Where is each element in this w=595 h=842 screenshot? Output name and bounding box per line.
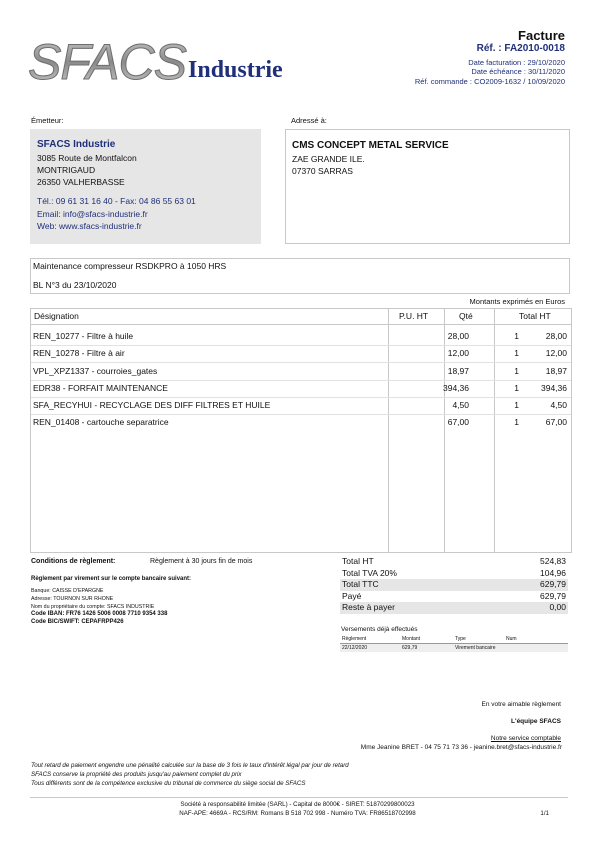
- addressee-label: Adressé à:: [291, 116, 327, 125]
- addressee-box: [285, 129, 570, 244]
- header-divider: [31, 324, 571, 325]
- table-row: [31, 379, 571, 397]
- table-row: [31, 413, 571, 431]
- header-qty: Qté: [459, 311, 473, 321]
- row-unit-price: 28,00: [447, 331, 469, 341]
- due-date: Date échéance : 30/11/2020: [471, 67, 565, 76]
- total-ht-row: [340, 556, 568, 568]
- company-registration-info: NAF-APE: 4669A - RCS/RM: Romans B 518 702 998 - Numéro TVA: FR86518702998: [179, 810, 416, 817]
- paid-row: [340, 591, 568, 603]
- total-value: 629,79: [540, 579, 566, 589]
- payments-header: [340, 636, 568, 644]
- row-total: 394,36: [541, 383, 567, 393]
- legal-notice: Tout retard de paiement engendre une pénalité calculée sur la base de 3 fois le taux d'intérêt légal par jour de retard: [31, 762, 349, 769]
- row-designation: SFA_RECYHUI - RECYCLAGE DES DIFF FILTRES ET HUILE: [33, 400, 271, 410]
- payments-header-cell: Règlement: [342, 636, 367, 642]
- issuer-email[interactable]: Email: info@sfacs-industrie.fr: [37, 209, 148, 219]
- payment-date: 22/12/2020: [342, 645, 368, 651]
- bank-owner: Nom du propriétaire du compte: SFACS INDUSTRIE: [31, 604, 155, 610]
- issuer-phone-fax: Tél.: 09 61 31 16 40 - Fax: 04 86 55 63 01: [37, 196, 196, 206]
- table-row: [31, 344, 571, 362]
- payment-amount: 629,79: [402, 645, 418, 651]
- delivery-note: BL N°3 du 23/10/2020: [33, 280, 117, 290]
- accounting-service: Notre service comptable: [490, 735, 561, 742]
- order-reference: Réf. commande : CO2009-1632 / 10/09/2020: [414, 77, 565, 86]
- company-legal-info: Société à responsabilité limitée (SARL) - Capital de 8000€ - SIRET: 51870299800023: [180, 801, 415, 808]
- team-signature: L'équipe SFACS: [511, 718, 561, 725]
- company-logo: [28, 34, 318, 94]
- payments-table: [340, 636, 568, 652]
- total-value: 104,96: [540, 567, 566, 578]
- bank-name: Banque: CAISSE D'EPARGNE: [31, 588, 104, 594]
- bank-address: Adresse: TOURNON SUR RHONE: [31, 596, 114, 602]
- logo-graphic: [28, 34, 318, 94]
- row-qty: 1: [514, 417, 519, 427]
- row-total: 4,50: [550, 400, 567, 410]
- row-designation: REN_01408 - cartouche separatrice: [33, 417, 169, 427]
- legal-notice: SFACS conserve la propriété des produits jusqu'au paiement complet du prix: [31, 771, 242, 778]
- row-unit-price: 4,50: [452, 400, 469, 410]
- issuer-address-line: 26350 VALHERBASSE: [37, 177, 125, 187]
- total-label: Total TVA 20%: [342, 567, 397, 578]
- issuer-address-line: MONTRIGAUD: [37, 165, 96, 175]
- payments-header-cell: Montant: [402, 636, 421, 642]
- payments-title: Versements déjà effectués: [341, 626, 418, 633]
- page-number: 1/1: [540, 810, 549, 817]
- accounting-contact: Mme Jeanine BRET - 04 75 71 73 36 - jeanine.bret@sfacs-industrie.fr: [360, 744, 562, 751]
- invoice-lines-table: [30, 308, 572, 553]
- svg-text:SFACS: SFACS: [28, 34, 186, 90]
- bank-transfer-title: Règlement par virement sur le compte bancaire suivant:: [31, 576, 192, 582]
- row-designation: REN_10278 - Filtre à air: [33, 348, 125, 358]
- total-ttc-row: [340, 579, 568, 591]
- payment-conditions-value: Règlement à 30 jours fin de mois: [150, 558, 253, 565]
- total-vat-row: [340, 568, 568, 580]
- row-designation: REN_10277 - Filtre à huile: [33, 331, 134, 341]
- svg-text:Industrie: Industrie: [188, 57, 283, 83]
- row-qty: 1: [514, 400, 519, 410]
- row-total: 67,00: [545, 417, 567, 427]
- issuer-website[interactable]: Web: www.sfacs-industrie.fr: [37, 221, 142, 231]
- issuer-name: SFACS Industrie: [37, 139, 116, 150]
- total-label: Total HT: [342, 556, 374, 566]
- header-unit-price: P.U. HT: [399, 311, 429, 321]
- invoice-date: Date facturation : 29/10/2020: [468, 58, 565, 67]
- total-value: 629,79: [540, 590, 566, 601]
- total-label: Payé: [342, 590, 362, 601]
- header-designation: Désignation: [34, 311, 79, 321]
- row-total: 12,00: [545, 348, 567, 358]
- row-unit-price: 394,36: [443, 383, 469, 393]
- total-value: 0,00: [549, 602, 566, 612]
- row-total: 18,97: [545, 366, 567, 376]
- row-qty: 1: [514, 383, 519, 393]
- row-qty: 1: [514, 331, 519, 341]
- row-total: 28,00: [545, 331, 567, 341]
- total-label: Total TTC: [342, 579, 379, 589]
- header-total: Total HT: [519, 311, 551, 321]
- row-unit-price: 18,97: [447, 366, 469, 376]
- issuer-label: Émetteur:: [31, 116, 64, 125]
- row-qty: 1: [514, 366, 519, 376]
- table-row: [31, 327, 571, 345]
- bank-bic: Code BIC/SWIFT: CEPAFRPP426: [31, 619, 124, 625]
- legal-notice: Tous différents sont de la compétence exclusive du tribunal de commerce du siège social de SFACS: [31, 780, 306, 787]
- issuer-address-line: 3085 Route de Montfalcon: [37, 153, 137, 163]
- payments-header-cell: Num: [506, 636, 517, 642]
- payment-conditions-label: Conditions de règlement:: [31, 558, 116, 565]
- footer-divider: [30, 797, 568, 798]
- addressee-address-line: 07370 SARRAS: [292, 166, 353, 176]
- addressee-name: CMS CONCEPT METAL SERVICE: [292, 140, 449, 151]
- currency-note: Montants exprimés en Euros: [469, 297, 565, 306]
- row-unit-price: 67,00: [447, 417, 469, 427]
- table-row: [31, 362, 571, 380]
- bank-iban: Code IBAN: FR76 1426 5006 0008 7710 9354 338: [31, 611, 168, 617]
- subject-line: Maintenance compresseur RSDKPRO à 1050 HRS: [33, 261, 227, 271]
- subject-box: [30, 258, 570, 294]
- payment-row: [340, 644, 568, 652]
- issuer-box: [30, 129, 261, 244]
- addressee-address-line: ZAE GRANDE ILE.: [292, 154, 365, 164]
- totals-block: [340, 556, 568, 614]
- payment-type: Virement bancaire: [455, 645, 496, 651]
- row-unit-price: 12,00: [447, 348, 469, 358]
- table-row: [31, 396, 571, 414]
- total-value: 524,83: [540, 556, 566, 566]
- total-label: Reste à payer: [342, 602, 395, 612]
- document-type: Facture: [518, 28, 565, 43]
- row-qty: 1: [514, 348, 519, 358]
- row-designation: EDR38 - FORFAIT MAINTENANCE: [33, 383, 168, 393]
- invoice-reference: Réf. : FA2010-0018: [476, 43, 565, 54]
- row-designation: VPL_XPZ1337 - courroies_gates: [33, 366, 158, 376]
- remaining-row: [340, 602, 568, 614]
- closing-text: En votre aimable règlement: [481, 701, 561, 708]
- payments-header-cell: Type: [455, 636, 466, 642]
